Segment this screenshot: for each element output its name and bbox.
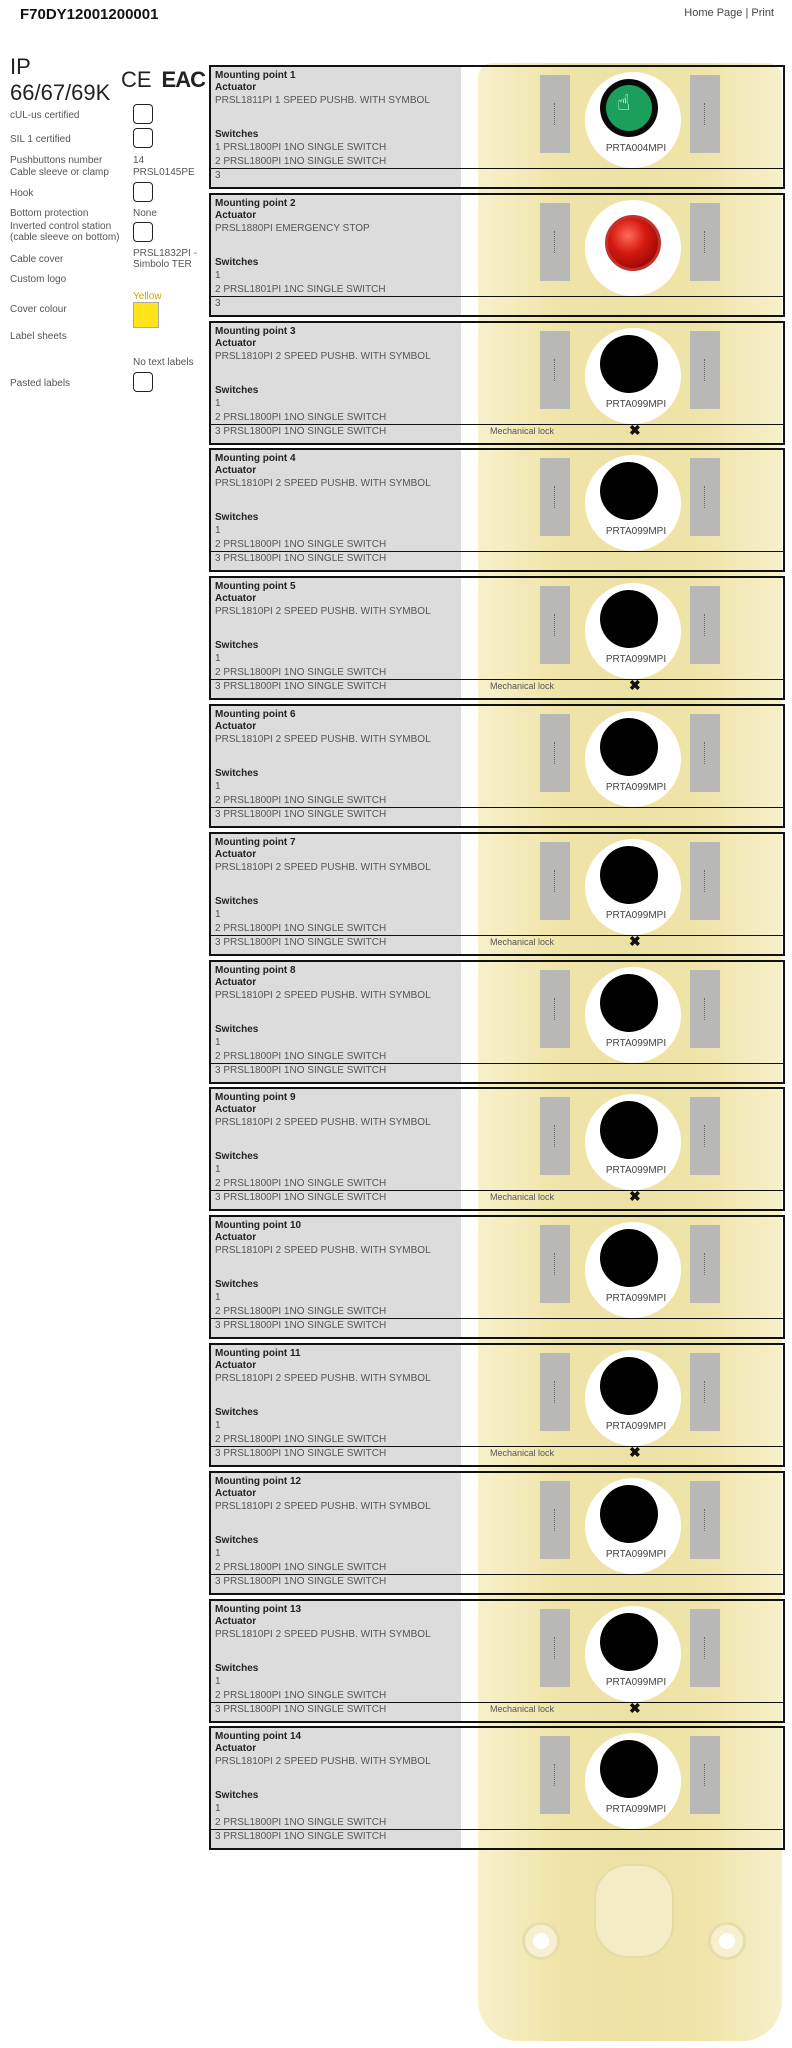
switch-slot-2: 2 PRSL1801PI 1NC SINGLE SWITCH: [215, 283, 386, 295]
switch-slot-2: 2 PRSL1800PI 1NO SINGLE SWITCH: [215, 1689, 387, 1701]
row-divider: [211, 424, 783, 425]
row-divider: [211, 1063, 783, 1064]
certification-row: [10, 54, 205, 105]
sil-checkbox[interactable]: [133, 128, 153, 148]
switch-slot-2: 2 PRSL1800PI 1NO SINGLE SWITCH: [215, 1050, 387, 1062]
opt-cable-sleeve-label: Cable sleeve or clamp: [10, 167, 109, 178]
mounting-point-title: Mounting point 3: [215, 325, 296, 337]
actuator-heading: Actuator: [215, 209, 257, 221]
side-plate-left: [540, 714, 570, 792]
row-divider: [211, 1318, 783, 1319]
nav-separator: |: [745, 7, 749, 19]
switch-slot-2: 2 PRSL1800PI 1NO SINGLE SWITCH: [215, 1561, 387, 1573]
mounting-point[interactable]: [209, 1087, 785, 1211]
row-divider: [211, 1829, 783, 1830]
mechanical-lock-label: Mechanical lock: [490, 681, 555, 692]
side-plate-left: [540, 842, 570, 920]
black-pushbutton[interactable]: [600, 1613, 658, 1671]
button-code: PRTA099MPI: [605, 1293, 667, 1305]
mounting-point[interactable]: [209, 704, 785, 828]
side-plate-left: [540, 331, 570, 409]
mounting-point-title: Mounting point 11: [215, 1348, 301, 1359]
actuator-heading: Actuator: [215, 1232, 257, 1244]
opt-sil-label: SIL 1 certified: [10, 134, 71, 145]
mount-hole-left: [522, 1922, 560, 1960]
switch-slot-3: 3 PRSL1800PI 1NO SINGLE SWITCH: [215, 553, 387, 565]
mounting-point-title: Mounting point 7: [215, 836, 296, 848]
switches-heading: Switches: [215, 512, 259, 524]
opt-bottom-protection-label: Bottom protection: [10, 208, 89, 219]
row-divider: [211, 935, 783, 936]
black-pushbutton[interactable]: [600, 1485, 658, 1543]
opt-inverted-label: Inverted control station (cable sleeve on bottom): [10, 221, 120, 243]
side-plate-right: [690, 75, 720, 153]
black-pushbutton[interactable]: [600, 846, 658, 904]
side-plate-right: [690, 1481, 720, 1559]
switch-slot-2: 2 PRSL1800PI 1NO SINGLE SWITCH: [215, 667, 387, 679]
opt-pasted-labels-label: Pasted labels: [10, 378, 71, 389]
switch-slot-3: 3 PRSL1800PI 1NO SINGLE SWITCH: [215, 1320, 387, 1332]
switch-slot-3: 3 PRSL1800PI 1NO SINGLE SWITCH: [215, 425, 387, 437]
opt-cable-cover-label: Cable cover: [10, 254, 64, 265]
mounting-point-title: Mounting point 10: [215, 1220, 302, 1232]
mounting-point[interactable]: [209, 193, 785, 317]
switches-heading: Switches: [215, 895, 259, 907]
mounting-point-info: [211, 706, 461, 826]
actuator-heading: Actuator: [215, 976, 257, 988]
switch-slot-1: 1: [215, 1036, 221, 1048]
mounting-point[interactable]: [209, 1471, 785, 1595]
button-code: PRTA099MPI: [605, 526, 667, 538]
cover-colour-swatch[interactable]: [133, 302, 159, 328]
actuator-heading: Actuator: [215, 1743, 257, 1755]
side-plate-left: [540, 1609, 570, 1687]
bottom-protection-value: None: [133, 208, 157, 219]
switch-slot-3: 3 PRSL1800PI 1NO SINGLE SWITCH: [215, 1703, 387, 1715]
switch-slot-1: 1: [215, 653, 221, 665]
row-divider: [211, 551, 783, 552]
cable-cover-value: PRSL1832PI - Simbolo TER: [133, 248, 197, 270]
button-code: PRTA099MPI: [605, 1037, 667, 1049]
switch-slot-3: 3: [215, 297, 221, 309]
mechanical-lock-x-icon[interactable]: ✖: [629, 932, 641, 949]
switch-slot-1: 1: [215, 1164, 221, 1176]
switch-slot-1: 1: [215, 269, 221, 281]
hook-checkbox[interactable]: [133, 182, 153, 202]
actuator-value: PRSL1810PI 2 SPEED PUSHB. WITH SYMBOL: [215, 861, 431, 873]
side-plate-left: [540, 1097, 570, 1175]
actuator-heading: Actuator: [215, 1487, 257, 1499]
switch-slot-1: 1: [215, 908, 221, 920]
side-plate-left: [540, 1353, 570, 1431]
mounting-point-info: [211, 1217, 461, 1337]
switch-slot-2: 2 PRSL1800PI 1NO SINGLE SWITCH: [215, 539, 387, 551]
row-divider: [211, 1574, 783, 1575]
mechanical-lock-label: Mechanical lock: [490, 936, 555, 947]
switch-slot-2: 2 PRSL1800PI 1NO SINGLE SWITCH: [215, 795, 387, 806]
side-plate-left: [540, 586, 570, 664]
print-link[interactable]: Print: [751, 7, 774, 19]
row-divider: [211, 679, 783, 680]
black-pushbutton[interactable]: [600, 1101, 658, 1159]
actuator-value: PRSL1810PI 2 SPEED PUSHB. WITH SYMBOL: [215, 350, 431, 362]
button-code: PRTA099MPI: [605, 654, 667, 666]
side-plate-left: [540, 1736, 570, 1814]
switches-heading: Switches: [215, 1534, 259, 1546]
opt-pushbuttons-label: Pushbuttons number: [10, 155, 103, 166]
button-code: PRTA099MPI: [605, 1548, 667, 1560]
actuator-value: PRSL1810PI 2 SPEED PUSHB. WITH SYMBOL: [215, 478, 431, 490]
switch-slot-3: 3 PRSL1800PI 1NO SINGLE SWITCH: [215, 1192, 387, 1204]
mounting-point[interactable]: [209, 1599, 785, 1723]
mounting-point-title: Mounting point 14: [215, 1731, 302, 1743]
opt-cover-colour-label: Cover colour: [10, 304, 67, 315]
switch-slot-3: 3 PRSL1800PI 1NO SINGLE SWITCH: [215, 1448, 387, 1459]
switch-slot-1: 1: [215, 1675, 221, 1687]
side-plate-right: [690, 714, 720, 792]
product-code: F70DY12001200001: [20, 6, 159, 23]
mounting-point-info: [211, 1728, 461, 1848]
switch-slot-3: 3 PRSL1800PI 1NO SINGLE SWITCH: [215, 936, 387, 948]
switches-heading: Switches: [215, 256, 259, 268]
switch-slot-3: 3 PRSL1800PI 1NO SINGLE SWITCH: [215, 681, 387, 693]
switches-heading: Switches: [215, 768, 259, 779]
row-divider: [211, 1702, 783, 1703]
black-pushbutton[interactable]: [600, 974, 658, 1032]
switches-heading: Switches: [215, 1662, 259, 1674]
button-code: PRTA099MPI: [605, 398, 667, 410]
actuator-heading: Actuator: [215, 465, 257, 477]
mounting-point-title: Mounting point 8: [215, 964, 296, 976]
row-divider: [211, 168, 783, 169]
actuator-heading: Actuator: [215, 1615, 257, 1627]
mounting-point-title: Mounting point 5: [215, 581, 296, 593]
green-pushbutton[interactable]: [600, 79, 658, 137]
ce-mark: CE: [120, 67, 152, 92]
switches-heading: Switches: [215, 1279, 259, 1291]
side-plate-left: [540, 1225, 570, 1303]
switch-slot-3: 3 PRSL1800PI 1NO SINGLE SWITCH: [215, 1575, 387, 1587]
side-plate-right: [690, 331, 720, 409]
switches-heading: Switches: [215, 1023, 259, 1035]
switches-heading: Switches: [215, 129, 259, 140]
side-plate-right: [690, 1225, 720, 1303]
pushbuttons-value: 14: [133, 155, 145, 166]
black-pushbutton[interactable]: [600, 1740, 658, 1798]
switch-slot-1: 1: [215, 397, 221, 409]
mounting-point-title: Mounting point 13: [215, 1603, 302, 1615]
mounting-point-info: [211, 323, 461, 443]
mounting-point-info: [211, 1601, 461, 1721]
mechanical-lock-label: Mechanical lock: [490, 425, 555, 436]
actuator-heading: Actuator: [215, 1360, 257, 1371]
red-pushbutton[interactable]: [605, 215, 661, 271]
mounting-point-info: [211, 834, 461, 954]
pasted-labels-checkbox[interactable]: [133, 372, 153, 392]
mounting-point[interactable]: [209, 576, 785, 700]
switch-slot-2: 2 PRSL1800PI 1NO SINGLE SWITCH: [215, 156, 387, 167]
switches-heading: Switches: [215, 1407, 259, 1418]
inverted-checkbox[interactable]: [133, 222, 153, 242]
actuator-value: PRSL1810PI 2 SPEED PUSHB. WITH SYMBOL: [215, 1756, 431, 1768]
actuator-heading: Actuator: [215, 82, 257, 93]
eac-mark: EAC: [161, 67, 205, 92]
side-plate-right: [690, 1353, 720, 1431]
mounting-point[interactable]: [209, 1215, 785, 1339]
switch-slot-1: 1: [215, 1803, 221, 1815]
spec-panel: [10, 54, 205, 389]
row-divider: [211, 807, 783, 808]
switch-slot-1: 1 PRSL1800PI 1NO SINGLE SWITCH: [215, 142, 387, 153]
switch-slot-3: 3 PRSL1800PI 1NO SINGLE SWITCH: [215, 1831, 387, 1843]
side-plate-right: [690, 1609, 720, 1687]
actuator-heading: Actuator: [215, 593, 257, 605]
side-plate-right: [690, 970, 720, 1048]
actuator-heading: Actuator: [215, 848, 257, 860]
switch-slot-2: 2 PRSL1800PI 1NO SINGLE SWITCH: [215, 1178, 387, 1190]
side-plate-left: [540, 1481, 570, 1559]
switch-slot-1: 1: [215, 525, 221, 537]
actuator-value: PRSL1810PI 2 SPEED PUSHB. WITH SYMBOL: [215, 1117, 431, 1129]
opt-label-sheets-label: Label sheets: [10, 331, 67, 342]
side-plate-right: [690, 586, 720, 664]
actuator-heading: Actuator: [215, 1104, 257, 1116]
row-divider: [211, 1190, 783, 1191]
row-divider: [211, 1446, 783, 1447]
mounting-point-info: [211, 1089, 461, 1209]
row-divider: [211, 296, 783, 297]
actuator-value: PRSL1810PI 2 SPEED PUSHB. WITH SYMBOL: [215, 1500, 431, 1512]
mounting-point[interactable]: [209, 321, 785, 445]
actuator-value: PRSL1880PI EMERGENCY STOP: [215, 222, 370, 234]
switch-slot-3: 3 PRSL1800PI 1NO SINGLE SWITCH: [215, 809, 387, 820]
switch-slot-2: 2 PRSL1800PI 1NO SINGLE SWITCH: [215, 1434, 387, 1445]
switch-slot-2: 2 PRSL1800PI 1NO SINGLE SWITCH: [215, 411, 387, 423]
ip-rating: IP 66/67/69K: [10, 54, 111, 105]
switch-slot-3: 3 PRSL1800PI 1NO SINGLE SWITCH: [215, 1064, 387, 1076]
switches-heading: Switches: [215, 384, 259, 396]
mounting-point-title: Mounting point 4: [215, 453, 296, 465]
mounting-point-info: [211, 1473, 461, 1593]
side-plate-left: [540, 458, 570, 536]
cover-colour-value: Yellow: [133, 291, 162, 302]
mounting-point[interactable]: [209, 1726, 785, 1850]
mounting-point-info: [211, 962, 461, 1082]
switch-slot-3: 3: [215, 170, 221, 181]
button-code: PRTA099MPI: [605, 1421, 667, 1432]
button-code: PRTA004MPI: [605, 143, 667, 154]
switch-slot-1: 1: [215, 1292, 221, 1304]
switch-slot-1: 1: [215, 1420, 221, 1431]
mounting-point-title: Mounting point 2: [215, 197, 296, 209]
switches-heading: Switches: [215, 1790, 259, 1802]
black-pushbutton[interactable]: [600, 335, 658, 393]
mechanical-lock-label: Mechanical lock: [490, 1192, 555, 1203]
black-pushbutton[interactable]: [600, 1229, 658, 1287]
mount-hole-right: [708, 1922, 746, 1960]
actuator-heading: Actuator: [215, 337, 257, 349]
button-code: PRTA099MPI: [605, 1165, 667, 1177]
mounting-point[interactable]: [209, 832, 785, 956]
button-code: PRTA099MPI: [605, 1804, 667, 1816]
side-plate-left: [540, 203, 570, 281]
mechanical-lock-x-icon[interactable]: ✖: [629, 1444, 641, 1460]
mounting-point[interactable]: [209, 448, 785, 572]
mounting-point-info: [211, 450, 461, 570]
side-plate-right: [690, 1097, 720, 1175]
top-nav: [684, 7, 774, 19]
mounting-point-title: Mounting point 12: [215, 1475, 302, 1487]
button-code: PRTA099MPI: [605, 909, 667, 921]
side-plate-left: [540, 970, 570, 1048]
switch-slot-2: 2 PRSL1800PI 1NO SINGLE SWITCH: [215, 922, 387, 934]
black-pushbutton[interactable]: [600, 462, 658, 520]
black-pushbutton[interactable]: [600, 718, 658, 776]
mounting-point-title: Mounting point 9: [215, 1092, 296, 1104]
mounting-point-info: [211, 67, 461, 187]
cul-checkbox[interactable]: [133, 104, 153, 124]
mechanical-lock-x-icon[interactable]: ✖: [629, 1188, 641, 1205]
mechanical-lock-label: Mechanical lock: [490, 1448, 555, 1458]
side-plate-right: [690, 458, 720, 536]
mechanical-lock-label: Mechanical lock: [490, 1703, 555, 1714]
switch-slot-2: 2 PRSL1800PI 1NO SINGLE SWITCH: [215, 1306, 387, 1318]
side-plate-left: [540, 75, 570, 153]
mounting-point-title: Mounting point 6: [215, 709, 296, 720]
actuator-value: PRSL1810PI 2 SPEED PUSHB. WITH SYMBOL: [215, 989, 431, 1001]
home-page-link[interactable]: Home Page: [684, 7, 743, 19]
actuator-value: PRSL1810PI 2 SPEED PUSHB. WITH SYMBOL: [215, 1628, 431, 1640]
mechanical-lock-x-icon[interactable]: ✖: [629, 421, 641, 438]
side-plate-right: [690, 842, 720, 920]
actuator-value: PRSL1810PI 2 SPEED PUSHB. WITH SYMBOL: [215, 606, 431, 618]
opt-cul-label: cUL-us certified: [10, 110, 80, 121]
actuator-value: PRSL1810PI 2 SPEED PUSHB. WITH SYMBOL: [215, 1245, 431, 1257]
mounting-point[interactable]: [209, 65, 785, 189]
opt-custom-logo-label: Custom logo: [10, 274, 67, 285]
actuator-heading: Actuator: [215, 721, 257, 732]
mechanical-lock-x-icon[interactable]: ✖: [629, 1699, 641, 1716]
switch-slot-1: 1: [215, 1547, 221, 1559]
mounting-point[interactable]: [209, 1343, 785, 1467]
mechanical-lock-x-icon[interactable]: ✖: [629, 677, 641, 694]
mounting-point-title: Mounting point 1: [215, 70, 296, 81]
switch-slot-2: 2 PRSL1800PI 1NO SINGLE SWITCH: [215, 1817, 387, 1829]
mounting-point-info: [211, 1345, 461, 1465]
opt-hook-label: Hook: [10, 188, 34, 199]
actuator-value: PRSL1810PI 2 SPEED PUSHB. WITH SYMBOL: [215, 1373, 431, 1384]
button-code: PRTA099MPI: [605, 1676, 667, 1688]
actuator-value: PRSL1811PI 1 SPEED PUSHB. WITH SYMBOL: [215, 95, 430, 106]
mounting-point[interactable]: [209, 960, 785, 1084]
label-sheets-value: No text labels: [133, 357, 194, 368]
black-pushbutton[interactable]: [600, 1357, 658, 1415]
switches-heading: Switches: [215, 640, 259, 652]
side-plate-right: [690, 1736, 720, 1814]
button-code: PRTA099MPI: [605, 782, 667, 793]
switch-slot-1: 1: [215, 781, 221, 792]
mounting-point-info: [211, 578, 461, 698]
actuator-value: PRSL1810PI 2 SPEED PUSHB. WITH SYMBOL: [215, 734, 431, 745]
mounting-point-info: [211, 195, 461, 315]
switches-heading: Switches: [215, 1151, 259, 1163]
cable-entry: [594, 1864, 674, 1958]
cable-sleeve-value: PRSL0145PE: [133, 167, 195, 178]
side-plate-right: [690, 203, 720, 281]
black-pushbutton[interactable]: [600, 590, 658, 648]
